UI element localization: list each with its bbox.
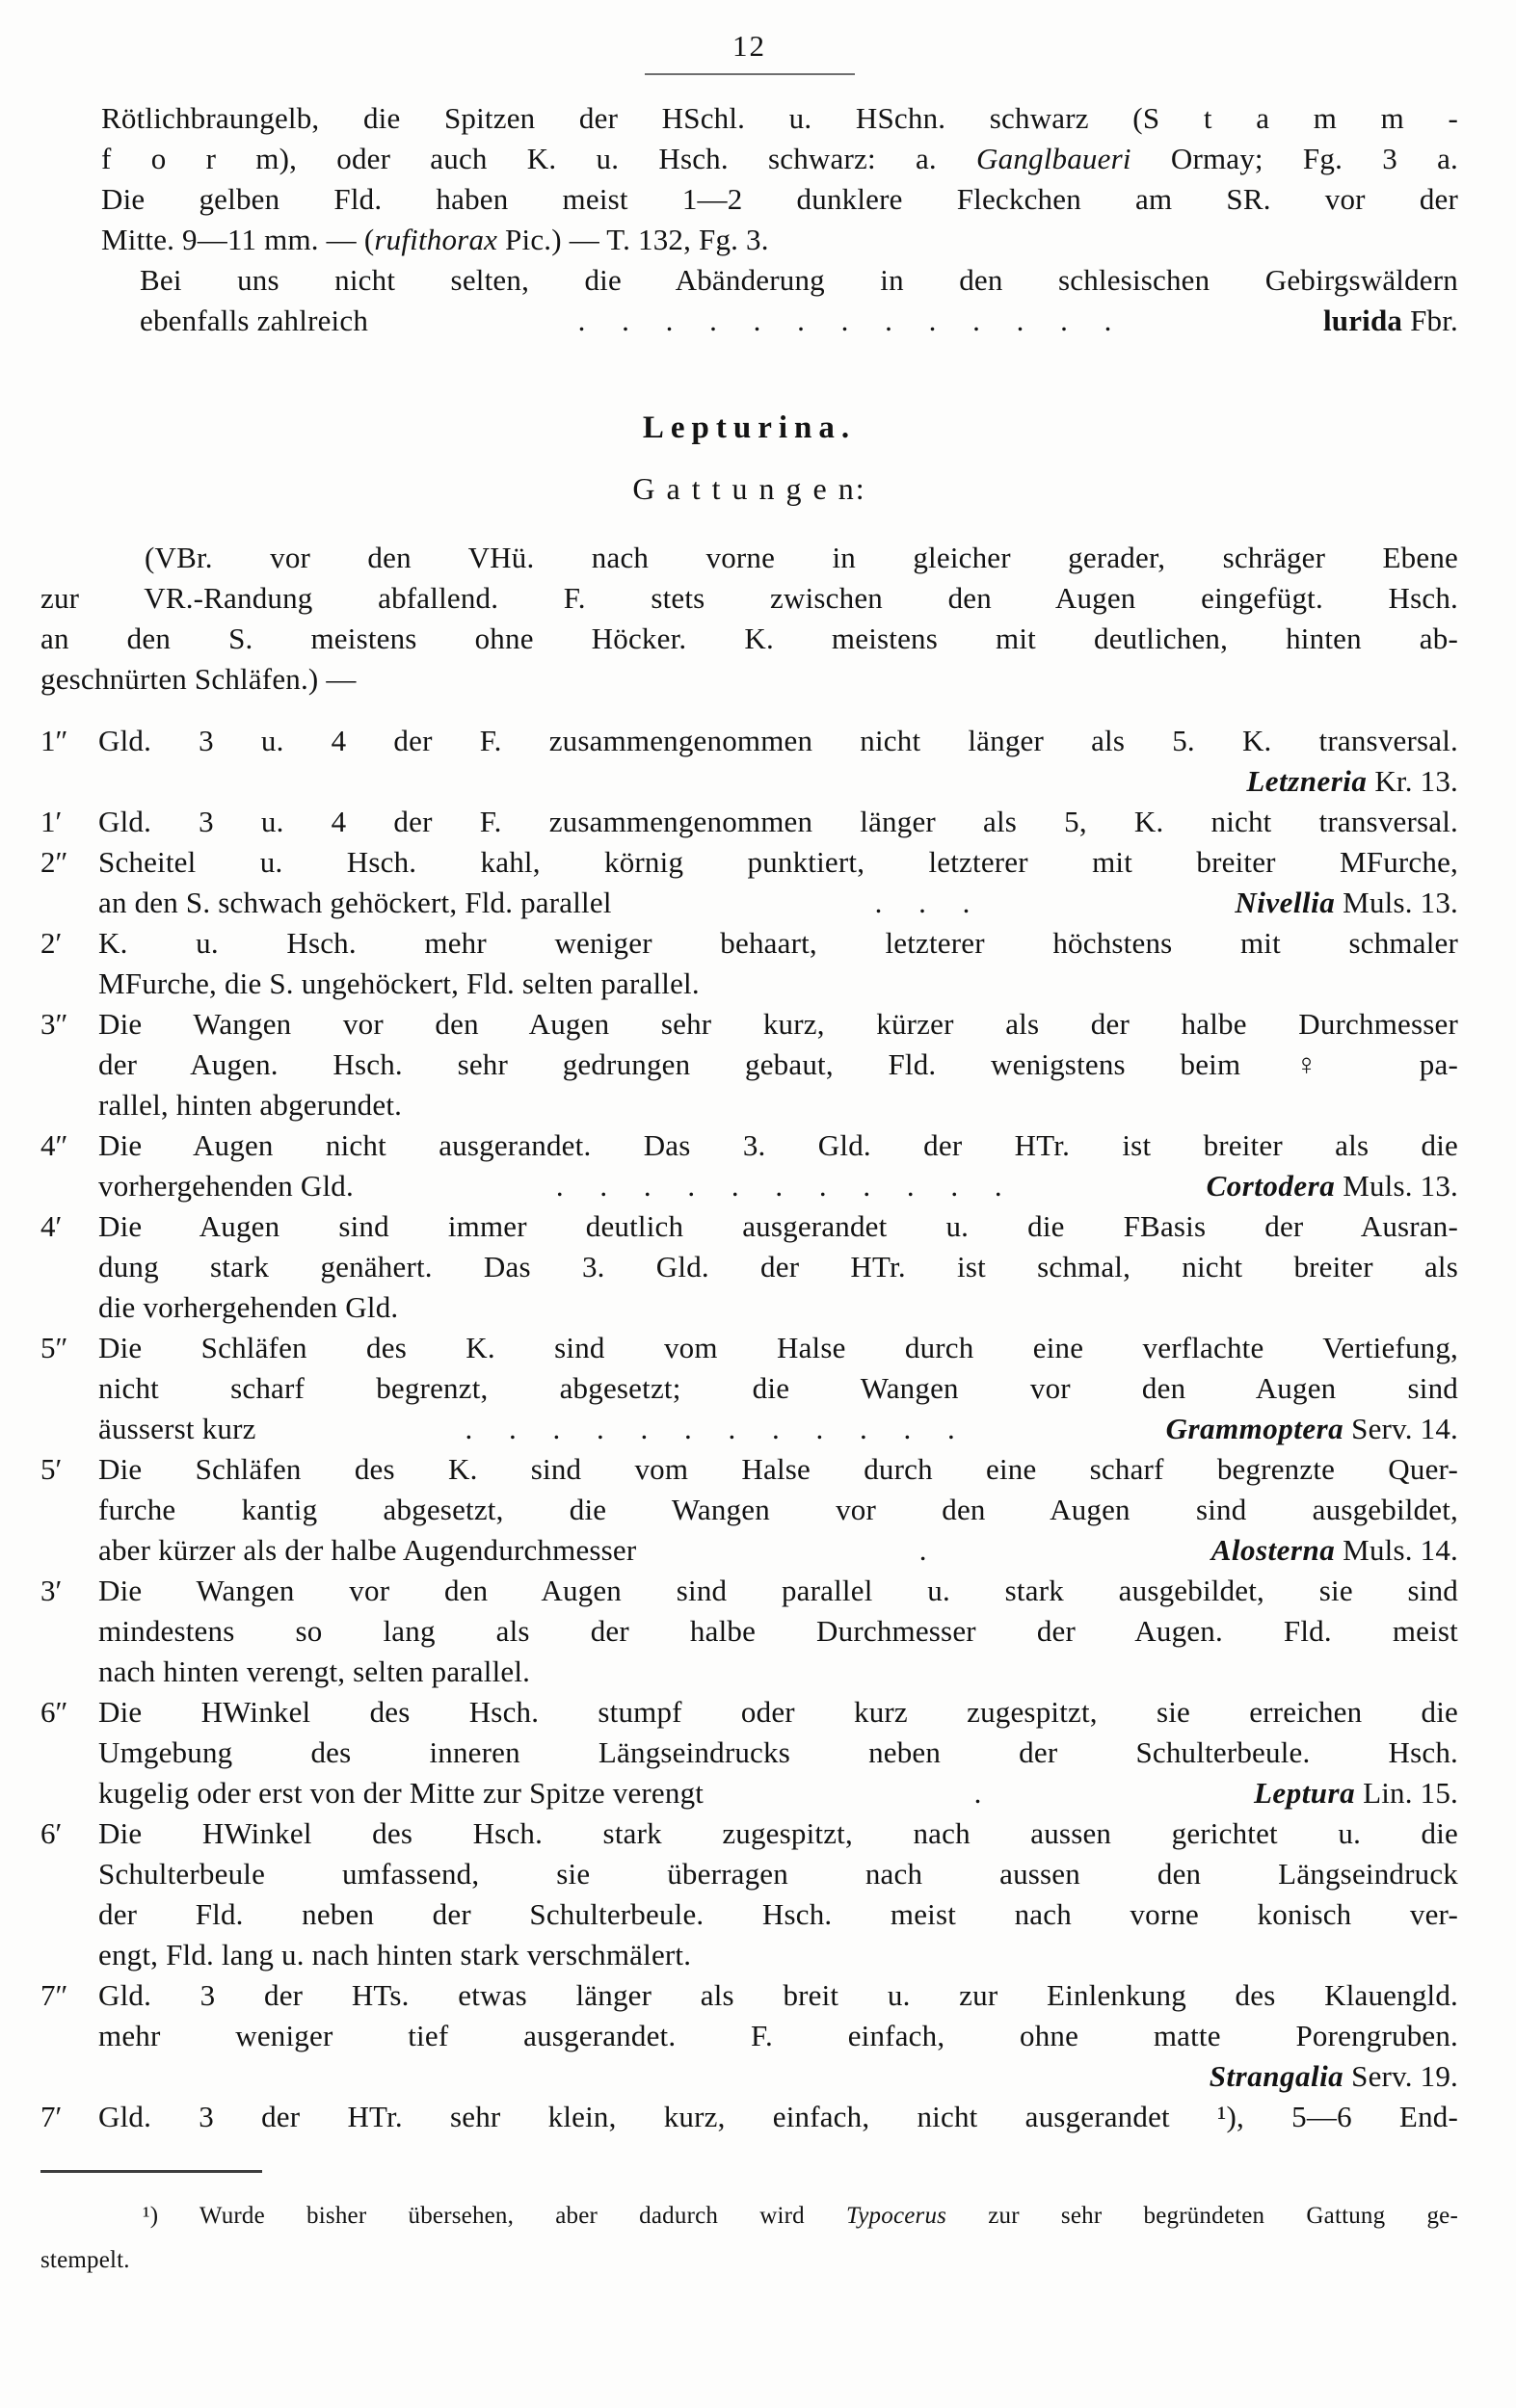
key-couplet-marker: 2″: [40, 845, 68, 879]
text-line: mindestens so lang als der halbe Durchmesser der Augen. Fld. meist: [98, 1614, 1458, 1648]
key-couplet-marker: 3″: [40, 1007, 68, 1041]
text-line: MFurche, die S. ungehöckert, Fld. selten parallel.: [98, 966, 700, 1000]
genus-result: [1166, 1409, 1458, 1449]
key-item-2b: [40, 923, 1458, 1004]
text-line: K. u. Hsch. mehr weniger behaart, letzterer höchstens mit schmaler: [98, 926, 1458, 960]
text-line-with-leader: [98, 1409, 1458, 1449]
key-couplet-marker: 6″: [40, 1695, 68, 1729]
key-item-6a: [40, 1692, 1458, 1813]
text-line: geschnürten Schläfen.) —: [40, 662, 357, 696]
text-line: der Fld. neben der Schulterbeule. Hsch. meist nach vorne konisch ver-: [98, 1897, 1458, 1931]
species-result: [1323, 301, 1458, 341]
text-segment: Ormay; Fg. 3 a.: [1130, 142, 1458, 175]
genus-name: Strangalia: [1209, 2059, 1344, 2093]
text-line: [101, 139, 1458, 179]
text-line: Gld. 3 der HTs. etwas länger als breit u. zur Einlenkung des Klauengld.: [98, 1978, 1458, 2012]
genus-ref: Serv. 19.: [1343, 2059, 1458, 2093]
footnote-marker-and-text: ¹) Wurde bisher übersehen, aber dadurch wird: [143, 2203, 846, 2229]
dot-leader: . . . . . . . . . . . .: [465, 1412, 957, 1445]
key-item-1b: [40, 802, 1458, 842]
genus-result-line: [98, 2056, 1458, 2097]
text-segment: zur sehr begründeten Gattung ge-: [946, 2203, 1458, 2229]
dot-leader: . . .: [874, 886, 972, 919]
text-line: nach hinten verengt, selten parallel.: [98, 1654, 531, 1688]
text-line-with-leader: [98, 883, 1458, 923]
text-line: an den S. meistens ohne Höcker. K. meistens mit deutlichen, hinten ab-: [40, 622, 1458, 655]
text-line: die vorhergehenden Gld.: [98, 1290, 399, 1324]
genus-ref: Kr. 13.: [1367, 764, 1458, 798]
text-line: Rötlichbraungelb, die Spitzen der HSchl. u. HSchn. schwarz (S t a m m -: [101, 101, 1458, 135]
text-line: Die HWinkel des Hsch. stark zugespitzt, nach aussen gerichtet u. die: [98, 1816, 1458, 1850]
text-line-with-leader: [98, 1166, 1458, 1206]
key-item-3a: [40, 1004, 1458, 1125]
page-number: 12: [732, 29, 766, 63]
text-line: engt, Fld. lang u. nach hinten stark verschmälert.: [98, 1938, 692, 1971]
text-segment: kugelig oder erst von der Mitte zur Spitze verengt: [98, 1776, 705, 1810]
text-line: Gld. 3 u. 4 der F. zusammengenommen nicht länger als 5. K. transversal.: [98, 724, 1458, 757]
text-segment: Pic.) — T. 132, Fg. 3.: [497, 223, 769, 256]
key-couplet-marker: 2′: [40, 926, 63, 960]
text-segment: Mitte. 9—11 mm. — (: [101, 223, 375, 256]
footnote-rule: [40, 2170, 262, 2173]
text-line: Die Schläfen des K. sind vom Halse durch eine verflachte Vertiefung,: [98, 1331, 1458, 1364]
footnote: [40, 2194, 1458, 2283]
genus-result-line: [98, 761, 1458, 802]
genus-name: Letzneria: [1246, 764, 1368, 798]
species-name-italic: Ganglbaueri: [976, 142, 1131, 175]
text-line: Die Wangen vor den Augen sind parallel u. stark ausgebildet, sie sind: [98, 1574, 1458, 1607]
genus-ref: Muls. 13.: [1335, 886, 1458, 919]
text-line: nicht scharf begrenzt, abgesetzt; die Wangen vor den Augen sind: [98, 1371, 1458, 1405]
text-segment: f o r m), oder auch K. u. Hsch. schwarz: a.: [101, 142, 977, 175]
text-line: Die Augen sind immer deutlich ausgerandet u. die FBasis der Ausran-: [98, 1209, 1458, 1243]
genus-result: [1211, 1530, 1458, 1571]
text-line-with-leader: [98, 1773, 1458, 1813]
key-item-6b: [40, 1813, 1458, 1975]
genus-ref: Serv. 14.: [1343, 1412, 1458, 1445]
key-couplet-marker: 7′: [40, 2100, 63, 2133]
text-line: Gld. 3 u. 4 der F. zusammengenommen länger als 5, K. nicht transversal.: [98, 805, 1458, 838]
genus-name: Cortodera: [1206, 1169, 1336, 1203]
species-name-bold: lurida: [1322, 304, 1403, 337]
genus-ref: Lin. 15.: [1355, 1776, 1458, 1810]
footnote-line: stempelt.: [40, 2247, 130, 2273]
genus-key-intro-paragraph: [40, 538, 1458, 700]
text-line: der Augen. Hsch. sehr gedrungen gebaut, Fld. wenigstens beim ♀ pa-: [98, 1047, 1458, 1081]
synonym-name-italic: rufithorax: [374, 223, 498, 256]
text-line: Schulterbeule umfassend, sie überragen nach aussen den Längseindruck: [98, 1857, 1458, 1891]
genus-identification-key: [40, 721, 1458, 2137]
key-couplet-marker: 4″: [40, 1128, 68, 1162]
genus-name: Leptura: [1254, 1776, 1356, 1810]
text-line: [101, 220, 1458, 260]
genus-name: Nivellia: [1235, 886, 1336, 919]
genus-name: Grammoptera: [1165, 1412, 1344, 1445]
key-couplet-marker: 5″: [40, 1331, 68, 1364]
section-heading: Lepturina.: [642, 410, 857, 445]
text-segment: äusserst kurz: [98, 1412, 256, 1445]
key-item-7b: [40, 2097, 1458, 2137]
text-line: mehr weniger tief ausgerandet. F. einfach, ohne matte Porengruben.: [98, 2019, 1458, 2052]
key-item-4b: [40, 1206, 1458, 1328]
key-item-7a: [40, 1975, 1458, 2097]
text-line: Die gelben Fld. haben meist 1—2 dunklere Fleckchen am SR. vor der: [101, 182, 1458, 216]
text-line: Bei uns nicht selten, die Abänderung in den schlesischen Gebirgswäldern: [140, 263, 1458, 297]
text-line: furche kantig abgesetzt, die Wangen vor den Augen sind ausgebildet,: [98, 1493, 1458, 1526]
author-abbrev: Fbr.: [1402, 304, 1458, 337]
text-line-with-leader: [140, 301, 1458, 341]
text-line: dung stark genähert. Das 3. Gld. der HTr. ist schmal, nicht breiter als: [98, 1250, 1458, 1283]
key-couplet-marker: 5′: [40, 1452, 63, 1486]
text-line: Umgebung des inneren Längseindrucks neben der Schulterbeule. Hsch.: [98, 1735, 1458, 1769]
key-item-5b: [40, 1449, 1458, 1571]
key-item-4a: [40, 1125, 1458, 1206]
key-item-5a: [40, 1328, 1458, 1449]
text-line: Gld. 3 der HTr. sehr klein, kurz, einfach, nicht ausgerandet ¹), 5—6 End-: [98, 2100, 1458, 2133]
dot-leader: .: [973, 1776, 984, 1810]
dot-leader: .: [918, 1533, 929, 1567]
genus-ref: Muls. 13.: [1335, 1169, 1458, 1203]
dot-leader: . . . . . . . . . . .: [555, 1169, 1004, 1203]
key-item-2a: [40, 842, 1458, 923]
genus-ref: Muls. 14.: [1335, 1533, 1458, 1567]
footnote-line: [40, 2194, 1458, 2238]
genus-name-italic: Typocerus: [846, 2203, 947, 2229]
text-line: rallel, hinten abgerundet.: [98, 1088, 403, 1122]
text-line: Die Wangen vor den Augen sehr kurz, kürzer als der halbe Durchmesser: [98, 1007, 1458, 1041]
text-segment: aber kürzer als der halbe Augendurchmesser: [98, 1533, 637, 1567]
genus-result: [1235, 883, 1458, 923]
key-couplet-marker: 1′: [40, 805, 63, 838]
genus-result: [1207, 1166, 1458, 1206]
key-couplet-marker: 4′: [40, 1209, 63, 1243]
page-number-rule: [645, 73, 855, 75]
subsection-heading: G a t t u n g e n:: [632, 471, 866, 506]
text-segment: ebenfalls zahlreich: [140, 304, 369, 337]
species-description-paragraph: [101, 98, 1458, 260]
text-line: Scheitel u. Hsch. kahl, körnig punktiert, letzterer mit breiter MFurche,: [98, 845, 1458, 879]
species-note-paragraph: [140, 260, 1458, 341]
key-couplet-marker: 3′: [40, 1574, 63, 1607]
key-item-3b: [40, 1571, 1458, 1692]
text-line: Die HWinkel des Hsch. stumpf oder kurz zugespitzt, sie erreichen die: [98, 1695, 1458, 1729]
text-line: (VBr. vor den VHü. nach vorne in gleicher gerader, schräger Ebene: [145, 541, 1458, 574]
text-line: zur VR.-Randung abfallend. F. stets zwischen den Augen eingefügt. Hsch.: [40, 581, 1458, 615]
text-line-with-leader: [98, 1530, 1458, 1571]
text-segment: an den S. schwach gehöckert, Fld. parallel: [98, 886, 612, 919]
key-couplet-marker: 7″: [40, 1978, 68, 2012]
text-segment: vorhergehenden Gld.: [98, 1169, 354, 1203]
key-couplet-marker: 6′: [40, 1816, 63, 1850]
genus-name: Alosterna: [1210, 1533, 1336, 1567]
text-line: Die Augen nicht ausgerandet. Das 3. Gld. der HTr. ist breiter als die: [98, 1128, 1458, 1162]
key-couplet-marker: 1″: [40, 724, 68, 757]
dot-leader: . . . . . . . . . . . . .: [577, 304, 1114, 337]
key-item-1a: [40, 721, 1458, 802]
text-line: Die Schläfen des K. sind vom Halse durch eine scharf begrenzte Quer-: [98, 1452, 1458, 1486]
genus-result: [1254, 1773, 1458, 1813]
